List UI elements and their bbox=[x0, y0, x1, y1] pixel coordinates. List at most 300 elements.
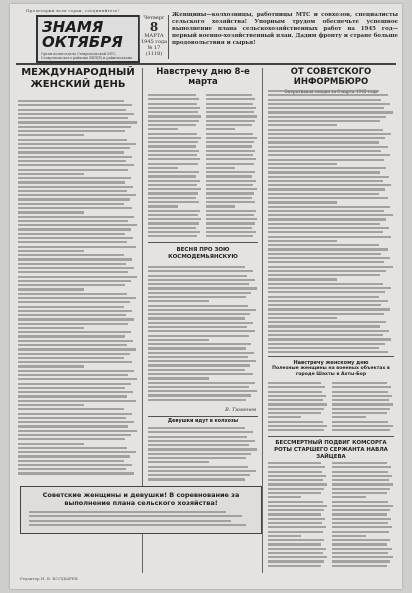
mid-header bbox=[268, 360, 394, 378]
text-line bbox=[268, 120, 380, 122]
newspaper-subtitle: Орган политотдела Ставропольской МТС, Ставропольского райкома ВКП(б) и райисполкома bbox=[41, 52, 133, 60]
text-line bbox=[268, 548, 326, 550]
body-text-poem-right bbox=[206, 94, 258, 240]
text-line bbox=[206, 115, 257, 117]
text-line bbox=[206, 107, 256, 109]
text-line bbox=[148, 163, 198, 165]
text-line bbox=[206, 141, 254, 143]
text-line bbox=[332, 403, 393, 405]
text-line bbox=[268, 321, 386, 323]
text-line bbox=[268, 248, 388, 250]
text-line bbox=[148, 188, 201, 190]
text-line bbox=[268, 496, 301, 498]
text-line bbox=[332, 513, 387, 515]
text-line bbox=[18, 395, 127, 397]
text-line bbox=[206, 235, 253, 237]
text-line bbox=[206, 158, 256, 160]
text-line bbox=[268, 107, 384, 109]
text-line bbox=[268, 313, 384, 315]
text-line bbox=[18, 276, 137, 278]
text-line bbox=[206, 128, 235, 130]
text-line bbox=[268, 483, 327, 485]
text-line bbox=[18, 198, 130, 200]
text-line bbox=[268, 308, 390, 310]
text-line bbox=[332, 462, 387, 464]
text-line bbox=[18, 460, 124, 462]
text-line bbox=[148, 390, 257, 392]
text-line bbox=[206, 150, 255, 152]
text-line bbox=[18, 353, 130, 355]
text-line bbox=[206, 120, 255, 122]
text-line bbox=[268, 531, 323, 533]
masthead-appeal: Женщины—колхозницы, работницы МТС и совхозов, специалисты сельского хозяйства! Упорным трудом обеспечьте успешное выполнение плана сельскохозяйственных работ на 1945 год—первый военно-хозяйственный план. Дадим фронту и стране больше продовольствия и сырья! bbox=[172, 12, 398, 46]
text-line bbox=[332, 391, 388, 393]
text-line bbox=[148, 377, 209, 379]
text-line bbox=[268, 146, 388, 148]
text-line bbox=[332, 543, 387, 545]
text-line bbox=[18, 344, 127, 346]
text-line bbox=[148, 300, 209, 302]
text-line bbox=[268, 129, 383, 131]
text-line bbox=[148, 115, 201, 117]
song-header bbox=[148, 247, 258, 261]
text-line bbox=[268, 509, 324, 511]
text-line bbox=[268, 111, 393, 113]
text-line bbox=[18, 404, 84, 406]
text-line bbox=[18, 443, 84, 445]
date-box bbox=[139, 15, 169, 59]
text-line bbox=[206, 192, 254, 194]
text-line bbox=[206, 154, 253, 156]
text-line bbox=[268, 539, 324, 541]
text-line bbox=[18, 348, 136, 350]
text-line bbox=[18, 430, 137, 432]
text-line bbox=[18, 246, 136, 248]
text-line bbox=[268, 347, 379, 349]
text-line bbox=[206, 145, 252, 147]
text-line bbox=[148, 231, 200, 233]
date-year: 1945 года bbox=[140, 39, 167, 45]
text-line bbox=[332, 522, 388, 524]
text-line bbox=[268, 488, 324, 490]
text-line bbox=[18, 164, 134, 166]
text-line bbox=[148, 120, 199, 122]
boxed-appeal-text: Советские женщины и девушки! В соревнование за выполнение плана сельского хозяйства! bbox=[42, 491, 240, 507]
text-line bbox=[268, 416, 301, 418]
text-line bbox=[18, 190, 127, 192]
text-line bbox=[148, 343, 251, 345]
text-line bbox=[148, 201, 199, 203]
text-line bbox=[332, 466, 391, 468]
mid-head: Навстречу женскому дню bbox=[293, 360, 369, 366]
text-line bbox=[18, 365, 84, 367]
text-line bbox=[268, 240, 337, 242]
text-line bbox=[268, 180, 383, 182]
text-line bbox=[268, 274, 380, 276]
text-line bbox=[268, 99, 381, 101]
text-line bbox=[268, 124, 337, 126]
text-line bbox=[206, 210, 256, 212]
text-line bbox=[332, 556, 393, 558]
text-line bbox=[268, 466, 325, 468]
text-line bbox=[268, 257, 390, 259]
text-line bbox=[268, 231, 383, 233]
text-line bbox=[18, 104, 132, 106]
text-line bbox=[18, 271, 128, 273]
text-line bbox=[148, 339, 209, 341]
text-line bbox=[268, 137, 385, 139]
text-line bbox=[268, 560, 324, 562]
text-line bbox=[148, 431, 253, 433]
text-line bbox=[148, 356, 248, 358]
date-day: 8 bbox=[149, 20, 159, 34]
text-line bbox=[332, 386, 391, 388]
text-line bbox=[18, 241, 127, 243]
text-line bbox=[206, 227, 252, 229]
text-line bbox=[148, 175, 196, 177]
text-line bbox=[268, 425, 327, 427]
text-line bbox=[148, 457, 246, 459]
text-line bbox=[18, 306, 124, 308]
girls-header bbox=[148, 419, 258, 424]
article-poem bbox=[148, 67, 258, 87]
headline-poem: Навстречу дню 8-е марта bbox=[156, 67, 250, 87]
text-line bbox=[268, 90, 379, 92]
section-rule bbox=[148, 416, 258, 417]
text-line bbox=[148, 171, 199, 173]
text-line bbox=[332, 505, 393, 507]
text-line bbox=[268, 94, 388, 96]
text-line bbox=[332, 399, 389, 401]
text-line bbox=[18, 378, 137, 380]
text-line bbox=[18, 254, 124, 256]
text-line bbox=[268, 386, 325, 388]
text-line bbox=[148, 279, 255, 281]
text-line bbox=[268, 103, 390, 105]
text-line bbox=[148, 266, 245, 268]
text-line bbox=[18, 293, 127, 295]
text-line bbox=[206, 197, 252, 199]
text-line bbox=[268, 505, 327, 507]
text-line bbox=[332, 565, 387, 567]
girls-text bbox=[148, 427, 258, 483]
newspaper-title: ЗНАМЯ ОКТЯБРЯ bbox=[42, 18, 123, 51]
text-line bbox=[268, 188, 385, 190]
text-line bbox=[148, 133, 197, 135]
text-line bbox=[148, 470, 256, 472]
text-line bbox=[18, 100, 124, 102]
text-line bbox=[206, 184, 253, 186]
text-line bbox=[268, 317, 337, 319]
song-text bbox=[148, 266, 258, 403]
text-line bbox=[332, 412, 387, 414]
text-line bbox=[18, 301, 130, 303]
text-line bbox=[332, 382, 387, 384]
text-line bbox=[18, 151, 124, 153]
text-line bbox=[268, 167, 386, 169]
text-line bbox=[148, 197, 196, 199]
text-line bbox=[268, 197, 388, 199]
text-line bbox=[148, 326, 247, 328]
section-rule bbox=[268, 356, 394, 357]
text-line bbox=[18, 169, 128, 171]
text-line bbox=[206, 98, 255, 100]
text-line bbox=[332, 492, 387, 494]
text-line bbox=[206, 231, 256, 233]
text-line bbox=[268, 261, 384, 263]
text-line bbox=[148, 150, 199, 152]
text-line bbox=[206, 94, 252, 96]
text-line bbox=[268, 184, 391, 186]
text-line bbox=[268, 201, 337, 203]
text-line bbox=[148, 128, 178, 130]
text-line bbox=[268, 556, 327, 558]
text-line bbox=[18, 323, 128, 325]
text-line bbox=[18, 374, 128, 376]
text-line bbox=[18, 451, 136, 453]
text-line bbox=[268, 163, 337, 165]
text-line bbox=[268, 244, 379, 246]
text-line bbox=[18, 147, 130, 149]
text-line bbox=[18, 224, 137, 226]
text-line bbox=[18, 143, 136, 145]
text-line bbox=[148, 322, 253, 324]
text-line bbox=[148, 180, 200, 182]
text-line bbox=[332, 488, 390, 490]
text-line bbox=[148, 210, 200, 212]
text-line bbox=[268, 296, 379, 298]
text-line bbox=[268, 543, 321, 545]
date-weekday: Четверг bbox=[143, 15, 165, 21]
text-line bbox=[268, 176, 389, 178]
section-rule bbox=[268, 436, 394, 437]
text-line bbox=[268, 421, 323, 423]
text-line bbox=[18, 156, 132, 158]
text-line bbox=[18, 408, 124, 410]
text-line bbox=[148, 124, 196, 126]
text-line bbox=[18, 113, 134, 115]
text-line bbox=[18, 117, 128, 119]
text-line bbox=[18, 421, 134, 423]
text-line bbox=[206, 218, 257, 220]
text-line bbox=[18, 181, 125, 183]
text-line bbox=[268, 391, 322, 393]
text-line bbox=[148, 364, 250, 366]
text-line bbox=[18, 280, 131, 282]
text-line bbox=[268, 429, 324, 431]
text-line bbox=[18, 417, 126, 419]
text-line bbox=[18, 130, 125, 132]
headline-sovinform: ОТ СОВЕТСКОГО ИНФОРМБЮРО bbox=[290, 67, 372, 87]
text-line bbox=[148, 436, 247, 438]
text-line bbox=[18, 413, 132, 415]
text-line bbox=[18, 357, 124, 359]
text-line bbox=[18, 139, 127, 141]
column-divider bbox=[262, 68, 263, 573]
text-line bbox=[18, 160, 126, 162]
text-line bbox=[206, 180, 256, 182]
text-line bbox=[148, 373, 253, 375]
text-line bbox=[268, 287, 391, 289]
text-line bbox=[268, 206, 390, 208]
text-line bbox=[18, 211, 84, 213]
text-line bbox=[268, 408, 324, 410]
text-line bbox=[268, 227, 389, 229]
text-line bbox=[148, 461, 209, 463]
text-line bbox=[206, 171, 255, 173]
text-line bbox=[268, 218, 386, 220]
text-line bbox=[268, 141, 379, 143]
boxed-appeal bbox=[20, 486, 262, 534]
text-line bbox=[268, 283, 383, 285]
text-line bbox=[18, 370, 134, 372]
text-line bbox=[332, 496, 366, 498]
text-line bbox=[268, 382, 321, 384]
text-line bbox=[268, 154, 390, 156]
text-line bbox=[148, 192, 198, 194]
text-line bbox=[206, 222, 255, 224]
text-line bbox=[268, 334, 383, 336]
text-line bbox=[148, 399, 246, 401]
feat-text-left bbox=[268, 462, 328, 569]
text-line bbox=[18, 361, 132, 363]
text-line bbox=[18, 233, 125, 235]
text-line bbox=[268, 412, 321, 414]
text-line bbox=[18, 455, 130, 457]
text-line bbox=[148, 296, 246, 298]
feat-text-right bbox=[332, 462, 394, 569]
text-line bbox=[18, 177, 131, 179]
body-text-womens-day bbox=[18, 100, 138, 477]
text-line bbox=[148, 369, 245, 371]
text-line bbox=[268, 518, 325, 520]
text-line bbox=[148, 352, 254, 354]
text-line bbox=[268, 535, 301, 537]
text-line bbox=[332, 535, 366, 537]
text-line bbox=[148, 317, 245, 319]
text-line bbox=[332, 548, 392, 550]
text-line bbox=[268, 150, 381, 152]
slogan: Пролетарии всех стран, соединяйтесь! bbox=[26, 8, 120, 13]
text-line bbox=[148, 305, 248, 307]
poem-byline: В. Тюменев bbox=[225, 407, 256, 413]
text-line bbox=[18, 134, 84, 136]
text-line bbox=[148, 227, 196, 229]
text-line bbox=[18, 288, 84, 290]
text-line bbox=[29, 511, 226, 513]
text-line bbox=[148, 427, 245, 429]
text-line bbox=[148, 111, 198, 113]
text-line bbox=[18, 335, 125, 337]
text-line bbox=[206, 188, 257, 190]
text-line bbox=[268, 133, 391, 135]
text-line bbox=[268, 278, 337, 280]
text-line bbox=[268, 171, 380, 173]
text-line bbox=[29, 524, 246, 526]
footer-editor: Редактор Н. В. БОЛДЫРЕВ bbox=[20, 576, 78, 581]
text-line bbox=[268, 223, 380, 225]
text-line bbox=[332, 483, 393, 485]
body-text-poem-left bbox=[148, 94, 202, 240]
text-line bbox=[268, 304, 381, 306]
text-line bbox=[148, 453, 251, 455]
text-line bbox=[206, 133, 253, 135]
text-line bbox=[332, 395, 392, 397]
title-block bbox=[36, 15, 140, 63]
text-line bbox=[268, 116, 386, 118]
text-line bbox=[148, 313, 250, 315]
article-womens-day bbox=[18, 67, 138, 91]
text-line bbox=[18, 383, 131, 385]
text-line bbox=[148, 283, 249, 285]
text-line bbox=[268, 471, 322, 473]
text-line bbox=[18, 391, 133, 393]
section-rule bbox=[148, 242, 258, 243]
text-line bbox=[268, 395, 326, 397]
text-line bbox=[18, 331, 131, 333]
text-line bbox=[206, 103, 253, 105]
date-month: МАРТА bbox=[144, 33, 164, 39]
text-line bbox=[148, 287, 257, 289]
text-line bbox=[18, 173, 84, 175]
text-line bbox=[268, 351, 388, 353]
text-line bbox=[268, 291, 385, 293]
text-line bbox=[332, 518, 391, 520]
text-line bbox=[268, 300, 388, 302]
text-line bbox=[148, 394, 251, 396]
text-line bbox=[18, 472, 134, 474]
text-line bbox=[268, 462, 321, 464]
girls-to-kolkhoz-title: Девушки идут в колхозы bbox=[167, 419, 239, 424]
text-line bbox=[332, 509, 390, 511]
text-line bbox=[18, 267, 134, 269]
text-line bbox=[268, 552, 323, 554]
text-line bbox=[148, 205, 178, 207]
text-line bbox=[332, 416, 366, 418]
text-line bbox=[148, 98, 199, 100]
text-line bbox=[18, 228, 131, 230]
text-line bbox=[268, 193, 379, 195]
text-line bbox=[332, 429, 390, 431]
text-line bbox=[332, 531, 389, 533]
text-line bbox=[148, 292, 251, 294]
text-line bbox=[332, 539, 390, 541]
text-line bbox=[268, 565, 321, 567]
text-line bbox=[18, 109, 126, 111]
text-line bbox=[148, 330, 255, 332]
text-line bbox=[148, 382, 255, 384]
text-line bbox=[18, 203, 124, 205]
text-line bbox=[148, 184, 197, 186]
text-line bbox=[268, 475, 326, 477]
text-line bbox=[268, 479, 323, 481]
text-line bbox=[268, 526, 326, 528]
text-line bbox=[148, 222, 199, 224]
text-line bbox=[18, 327, 84, 329]
masthead bbox=[16, 8, 396, 65]
text-line bbox=[148, 335, 249, 337]
text-line bbox=[18, 216, 134, 218]
text-line bbox=[148, 167, 178, 169]
text-line bbox=[18, 447, 127, 449]
text-line bbox=[18, 438, 125, 440]
text-line bbox=[18, 194, 136, 196]
text-line bbox=[206, 163, 254, 165]
text-line bbox=[268, 236, 391, 238]
text-line bbox=[148, 440, 255, 442]
text-line bbox=[268, 270, 386, 272]
text-line bbox=[18, 186, 133, 188]
